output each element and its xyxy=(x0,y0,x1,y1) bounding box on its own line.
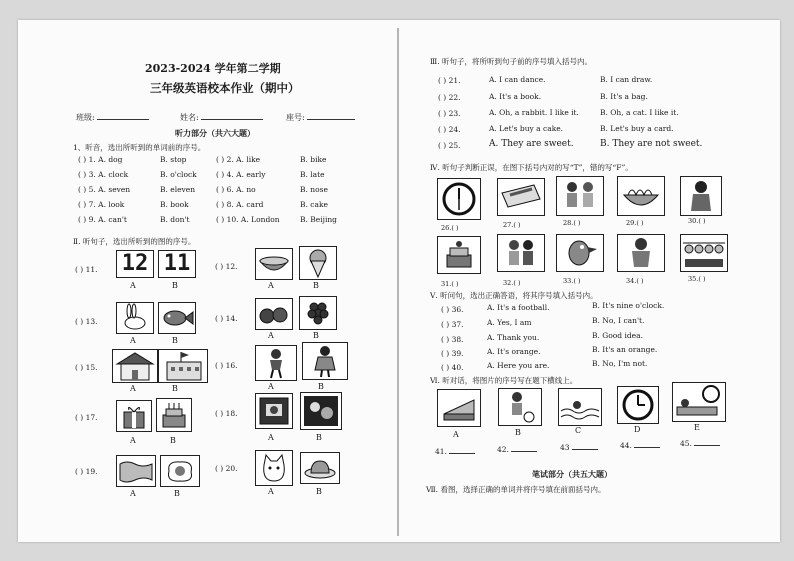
q18-picture-a-flag[interactable] xyxy=(255,393,293,429)
q36-option-b: B. It's nine o'clock. xyxy=(592,301,665,310)
q12-label: ( ) 12. xyxy=(215,262,238,271)
q22-option-a: A. It's a book. xyxy=(489,92,542,101)
q15-picture-b-school[interactable] xyxy=(158,349,208,383)
q13-picture-a-rabbit[interactable] xyxy=(116,302,154,334)
q17-picture-b-cake[interactable] xyxy=(156,398,192,432)
q8-prefix: ( ) 8. A. card xyxy=(216,200,264,209)
q9-option-b: B. don't xyxy=(160,215,190,224)
q4-option-b: B. late xyxy=(300,170,325,179)
q27-blank[interactable]: 27.( ) xyxy=(503,221,521,229)
q44-blank[interactable] xyxy=(620,441,660,450)
q45-blank[interactable] xyxy=(680,439,720,448)
q37-option-a: A. Yes, I am xyxy=(487,318,532,327)
q12-picture-a-bowl[interactable] xyxy=(255,248,293,280)
q35-picture-lights[interactable] xyxy=(680,234,728,272)
q19-label: ( ) 19. xyxy=(75,467,98,476)
q23-prefix: ( ) 23. xyxy=(438,109,461,118)
q11-digits-b: 11 xyxy=(163,251,191,276)
q43-blank[interactable] xyxy=(560,443,598,452)
q5-option-b: B. eleven xyxy=(160,185,196,194)
q35-blank[interactable]: 35.( ) xyxy=(688,275,706,283)
q15-letter-b: B xyxy=(172,384,178,393)
q10-option-b: B. Beijing xyxy=(300,215,337,224)
q30-blank[interactable]: 30.( ) xyxy=(688,217,706,225)
q18-picture-b-photo[interactable] xyxy=(300,392,342,430)
q38-prefix: ( ) 38. xyxy=(441,335,464,344)
class-field[interactable] xyxy=(76,112,149,123)
section3-title: Ⅲ. 听句子，将所听到句子前的序号填入括号内。 xyxy=(430,57,592,66)
q17-letter-a: A xyxy=(130,436,136,445)
q7-prefix: ( ) 7. A. look xyxy=(78,200,125,209)
q11-digits-a: 12 xyxy=(121,251,149,276)
q15-picture-a-house[interactable] xyxy=(112,349,158,383)
q45-label: 45. xyxy=(680,439,692,448)
q11-letter-b: B xyxy=(172,281,178,290)
name-label: 姓名: xyxy=(180,113,199,122)
s6-letter-a: A xyxy=(453,430,459,439)
q17-letter-b: B xyxy=(170,436,176,445)
name-field[interactable] xyxy=(180,112,263,123)
q12-letter-a: A xyxy=(268,281,274,290)
q14-picture-a-tomatoes[interactable] xyxy=(255,298,293,330)
q21-option-b: B. I can draw. xyxy=(600,75,653,84)
q20-letter-a: A xyxy=(268,487,274,496)
q6-prefix: ( ) 6. A. no xyxy=(216,185,256,194)
q25-option-b: B. They are not sweet. xyxy=(600,139,703,149)
q40-option-a: A. Here you are. xyxy=(487,361,550,370)
q10-prefix: ( ) 10. A. London xyxy=(216,215,280,224)
q33-picture-parrot[interactable] xyxy=(556,234,604,272)
q16-picture-a-boy[interactable] xyxy=(255,345,297,381)
q16-letter-b: B xyxy=(318,382,324,391)
q41-blank[interactable] xyxy=(435,447,475,456)
q1-prefix: ( ) 1. A. dog xyxy=(78,155,123,164)
q7-option-b: B. book xyxy=(160,200,189,209)
q24-option-b: B. Let's buy a card. xyxy=(600,124,674,133)
q18-label: ( ) 18. xyxy=(215,409,238,418)
q36-option-a: A. It's a football. xyxy=(487,303,550,312)
q19-picture-a-cloth[interactable] xyxy=(116,455,156,487)
q19-picture-b-egg[interactable] xyxy=(160,455,200,487)
q41-label: 41. xyxy=(435,447,447,456)
section4-title: Ⅳ. 听句子判断正误，在图下括号内对的写“T”，错的写“F”。 xyxy=(430,163,633,172)
q43-label: 43 xyxy=(560,443,570,452)
q39-option-a: A. It's orange. xyxy=(487,347,541,356)
q6-option-b: B. nose xyxy=(300,185,328,194)
section2-title: Ⅱ. 听句子，选出所听到的图的序号。 xyxy=(73,237,196,246)
q32-picture-kids[interactable] xyxy=(497,234,545,272)
section5-title: Ⅴ. 听问句，选出正确答语，将其序号填入括号内。 xyxy=(430,291,598,300)
q24-option-a: A. Let's buy a cake. xyxy=(489,124,564,133)
q28-blank[interactable]: 28.( ) xyxy=(563,219,581,227)
listening-header: 听力部分（共六大题） xyxy=(175,128,255,138)
q14-picture-b-grapes[interactable] xyxy=(299,296,337,330)
q24-prefix: ( ) 24. xyxy=(438,125,461,134)
class-label: 班级: xyxy=(76,113,95,122)
q13-label: ( ) 13. xyxy=(75,317,98,326)
q21-option-a: A. I can dance. xyxy=(489,75,546,84)
seat-field[interactable] xyxy=(286,112,355,123)
q19-letter-a: A xyxy=(130,489,136,498)
s6-picture-b-boy-football[interactable] xyxy=(498,388,542,426)
q39-option-b: B. It's an orange. xyxy=(592,345,658,354)
q15-letter-a: A xyxy=(130,384,136,393)
q23-option-b: B. Oh, a cat. I like it. xyxy=(600,108,679,117)
q29-picture-noodles[interactable] xyxy=(617,176,665,216)
q14-label: ( ) 14. xyxy=(215,314,238,323)
q11-letter-a: A xyxy=(130,281,136,290)
q2-prefix: ( ) 2. A. like xyxy=(216,155,261,164)
q13-letter-b: B xyxy=(172,336,178,345)
q3-option-b: B. o'clock xyxy=(160,170,197,179)
q37-option-b: B. No, I can't. xyxy=(592,316,645,325)
q31-picture-cake[interactable] xyxy=(437,236,481,274)
q26-blank[interactable]: 26.( ) xyxy=(441,224,459,232)
q18-letter-a: A xyxy=(268,433,274,442)
q40-prefix: ( ) 40. xyxy=(441,363,464,372)
q13-letter-a: A xyxy=(130,336,136,345)
q16-picture-b-girl[interactable] xyxy=(302,342,348,380)
q20-label: ( ) 20. xyxy=(215,464,238,473)
q20-picture-b-hat[interactable] xyxy=(300,452,340,484)
q3-prefix: ( ) 3. A. clock xyxy=(78,170,129,179)
q29-blank[interactable]: 29.( ) xyxy=(626,219,644,227)
q25-option-a: A. They are sweet. xyxy=(489,139,574,149)
s6-picture-c-swimming[interactable] xyxy=(558,388,602,426)
q1-option-b: B. stop xyxy=(160,155,187,164)
written-header: 笔试部分（共五大题） xyxy=(532,469,612,479)
q2-option-b: B. bike xyxy=(300,155,327,164)
q28-picture-children[interactable] xyxy=(556,176,604,216)
q19-letter-b: B xyxy=(174,489,180,498)
q34-blank[interactable]: 34.( ) xyxy=(626,277,644,285)
q30-picture-girl[interactable] xyxy=(680,176,722,216)
q23-option-a: A. Oh, a rabbit. I like it. xyxy=(489,108,579,117)
q14-letter-a: A xyxy=(268,331,274,340)
q25-prefix: ( ) 25. xyxy=(438,141,461,150)
section6-title: Ⅵ. 听对话，将图片的序号写在题下横线上。 xyxy=(430,376,578,385)
q37-prefix: ( ) 37. xyxy=(441,320,464,329)
q42-blank[interactable] xyxy=(497,445,537,454)
q38-option-a: A. Thank you. xyxy=(487,333,540,342)
q12-letter-b: B xyxy=(313,281,319,290)
q44-label: 44. xyxy=(620,441,632,450)
q32-blank[interactable]: 32.( ) xyxy=(503,279,521,287)
q20-letter-b: B xyxy=(316,487,322,496)
q40-option-b: B. No, I'm not. xyxy=(592,359,648,368)
q42-label: 42. xyxy=(497,445,509,454)
q16-letter-a: A xyxy=(268,382,274,391)
q18-letter-b: B xyxy=(316,433,322,442)
q16-label: ( ) 16. xyxy=(215,361,238,370)
q12-picture-b-icecream[interactable] xyxy=(299,246,337,280)
q4-prefix: ( ) 4. A. early xyxy=(216,170,266,179)
section7-title: Ⅶ. 看图，选择正确的单词并将序号填在前面括号内。 xyxy=(426,485,606,494)
exam-subtitle: 三年级英语校本作业（期中） xyxy=(150,81,300,95)
s6-letter-b: B xyxy=(515,428,521,437)
q17-label: ( ) 17. xyxy=(75,413,98,422)
q20-picture-a-cat[interactable] xyxy=(255,450,293,486)
q21-prefix: ( ) 21. xyxy=(438,76,461,85)
q39-prefix: ( ) 39. xyxy=(441,349,464,358)
q22-prefix: ( ) 22. xyxy=(438,93,461,102)
s6-letter-c: C xyxy=(575,426,582,435)
q36-prefix: ( ) 36. xyxy=(441,305,464,314)
page-fold xyxy=(397,28,399,536)
q26-picture-clock[interactable] xyxy=(437,178,481,220)
q5-prefix: ( ) 5. A. seven xyxy=(78,185,131,194)
q15-label: ( ) 15. xyxy=(75,363,98,372)
q11-label: ( ) 11. xyxy=(75,265,98,274)
q13-picture-b-fish[interactable] xyxy=(158,302,196,334)
q34-picture-boy[interactable] xyxy=(617,234,665,272)
s6-picture-a-cake-slice[interactable] xyxy=(437,389,481,427)
exam-title: 2023-2024 学年第二学期 xyxy=(145,62,281,75)
q22-option-b: B. It's a bag. xyxy=(600,92,648,101)
q33-blank[interactable]: 33.( ) xyxy=(563,277,581,285)
s6-letter-d: D xyxy=(634,425,641,434)
s6-letter-e: E xyxy=(694,423,700,432)
section1-title: 1、听音，选出所听到的单词前的序号。 xyxy=(73,143,206,152)
q9-prefix: ( ) 9. A. can't xyxy=(78,215,127,224)
q11-picture-b-digital-11[interactable] xyxy=(158,250,196,278)
s6-picture-e-bed-clock[interactable] xyxy=(672,382,726,422)
s6-picture-d-clock[interactable] xyxy=(617,386,659,424)
q8-option-b: B. cake xyxy=(300,200,328,209)
q14-letter-b: B xyxy=(313,331,319,340)
q11-picture-a-digital-12[interactable] xyxy=(116,250,154,278)
q31-blank[interactable]: 31.( ) xyxy=(441,280,459,288)
q17-picture-a-gift[interactable] xyxy=(116,400,152,432)
q38-option-b: B. Good idea. xyxy=(592,331,643,340)
seat-label: 座号: xyxy=(286,113,305,122)
q27-picture-pencilbox[interactable] xyxy=(497,178,545,216)
